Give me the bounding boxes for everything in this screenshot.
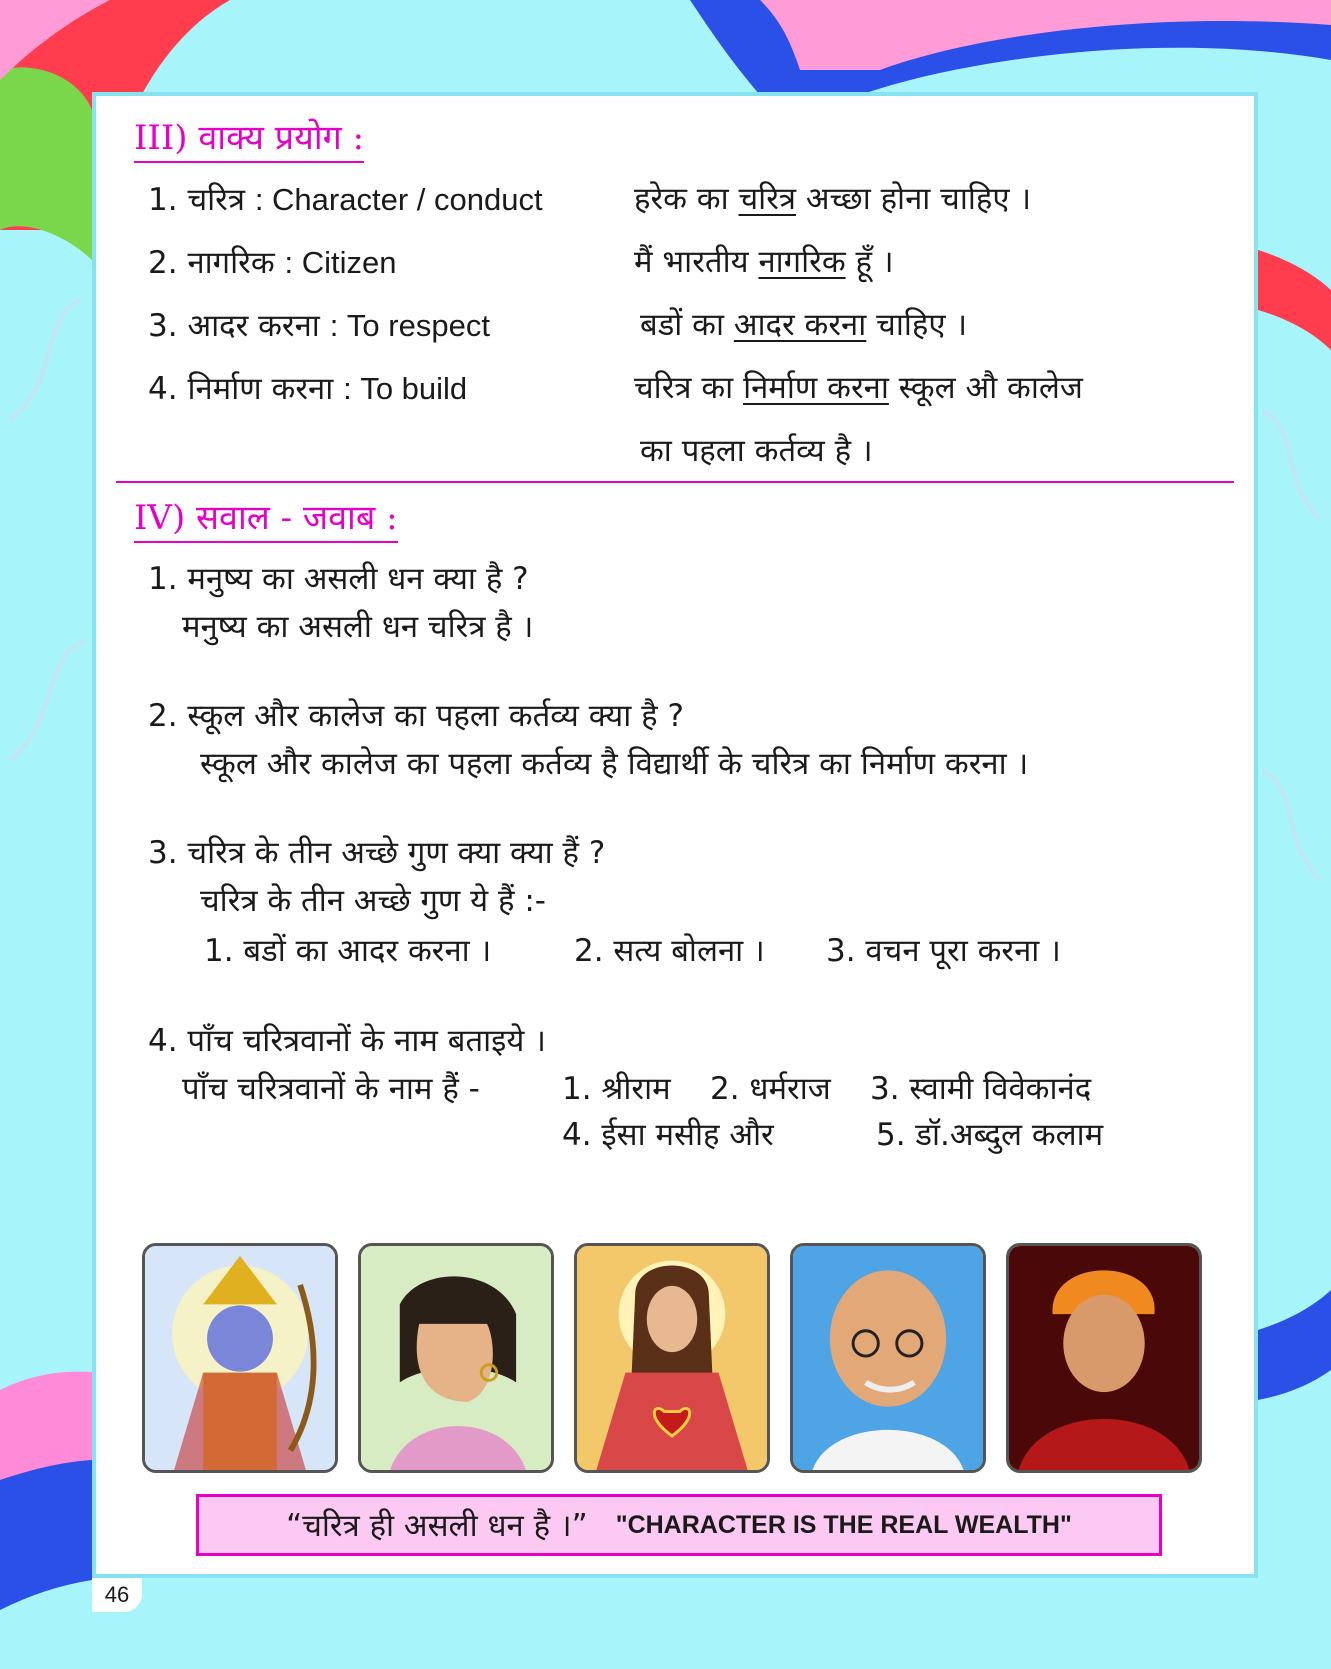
portrait-vivekanand [1006, 1243, 1202, 1473]
question: 4. पाँच चरित्रवानों के नाम बताइये । [148, 1023, 546, 1059]
sentence-keyword: निर्माण करना [743, 370, 889, 406]
quality-item: 3. वचन पूरा करना । [826, 933, 1061, 969]
name-item: 1. श्रीराम [562, 1071, 671, 1107]
sentence-post: अच्छा होना चाहिए । [805, 181, 1032, 217]
example-sentence [634, 370, 1083, 406]
item-number: 2. [148, 245, 178, 281]
sentence-pre: मैं भारतीय [634, 244, 749, 280]
answer: पाँच चरित्रवानों के नाम हैं - [182, 1071, 480, 1107]
sentence-post: हूँ । [855, 244, 894, 280]
name-item: 3. स्वामी विवेकानंद [870, 1071, 1092, 1107]
portrait-dharmaraj [358, 1243, 554, 1473]
answer: चरित्र के तीन अच्छे गुण ये हैं :- [200, 883, 546, 919]
sentence-row [148, 247, 396, 279]
example-sentence [634, 181, 1032, 217]
question: 2. स्कूल और कालेज का पहला कर्तव्य क्या है ? [148, 698, 684, 734]
sentence-keyword: आदर करना [733, 307, 867, 343]
section-divider [116, 481, 1234, 483]
name-item: 4. ईसा मसीह और [562, 1117, 774, 1153]
vocab-word: चरित्र [187, 182, 245, 218]
portrait-isa-masih [574, 1243, 770, 1473]
section4-title: IV) सवाल - जवाब : [134, 500, 398, 543]
vocab-meaning: : To build [343, 371, 468, 406]
sentence-pre: हरेक का [634, 181, 729, 217]
item-number: 1. [148, 182, 178, 218]
sentence-row [148, 310, 490, 342]
item-number: 3. [148, 308, 178, 344]
sentence-pre: बडों का [640, 307, 725, 343]
quality-item: 1. बडों का आदर करना । [204, 933, 492, 969]
quote-box [196, 1494, 1162, 1556]
sentence-keyword: चरित्र [738, 181, 797, 217]
section3-title: III) वाक्य प्रयोग : [134, 120, 364, 163]
portrait-shriram [142, 1243, 338, 1473]
answer: स्कूल और कालेज का पहला कर्तव्य है विद्यार्थी के चरित्र का निर्माण करना । [200, 746, 1029, 782]
answer: मनुष्य का असली धन चरित्र है । [182, 609, 534, 645]
example-sentence-continued: का पहला कर्तव्य है । [640, 433, 873, 469]
vocab-word: निर्माण करना [187, 371, 334, 407]
sentence-post: चाहिए । [876, 307, 968, 343]
sentence-pre: चरित्र का [634, 370, 734, 406]
name-item: 5. डॉ.अब्दुल कलाम [876, 1117, 1104, 1153]
vocab-meaning: : Citizen [284, 245, 397, 280]
quality-item: 2. सत्य बोलना । [574, 933, 765, 969]
vocab-meaning: : To respect [329, 308, 490, 343]
question: 3. चरित्र के तीन अच्छे गुण क्या क्या हैं ? [148, 835, 606, 871]
sentence-post: स्कूल औ कालेज [898, 370, 1083, 406]
example-sentence [640, 307, 968, 343]
vocab-word: आदर करना [187, 308, 320, 344]
question: 1. मनुष्य का असली धन क्या है ? [148, 561, 529, 597]
quote-hindi: “चरित्र ही असली धन है ।” [286, 1508, 588, 1544]
example-sentence [634, 244, 894, 280]
name-item: 2. धर्मराज [710, 1071, 831, 1107]
sentence-row [148, 373, 467, 405]
sentence-keyword: नागरिक [758, 244, 846, 280]
content-panel [92, 92, 1258, 1578]
portrait-gandhi [790, 1243, 986, 1473]
item-number: 4. [148, 371, 178, 407]
page-number: 46 [92, 1578, 142, 1612]
vocab-word: नागरिक [187, 245, 275, 281]
vocab-meaning: : Character / conduct [254, 182, 543, 217]
sentence-row [148, 184, 543, 216]
quote-english: "CHARACTER IS THE REAL WEALTH" [615, 1510, 1072, 1539]
